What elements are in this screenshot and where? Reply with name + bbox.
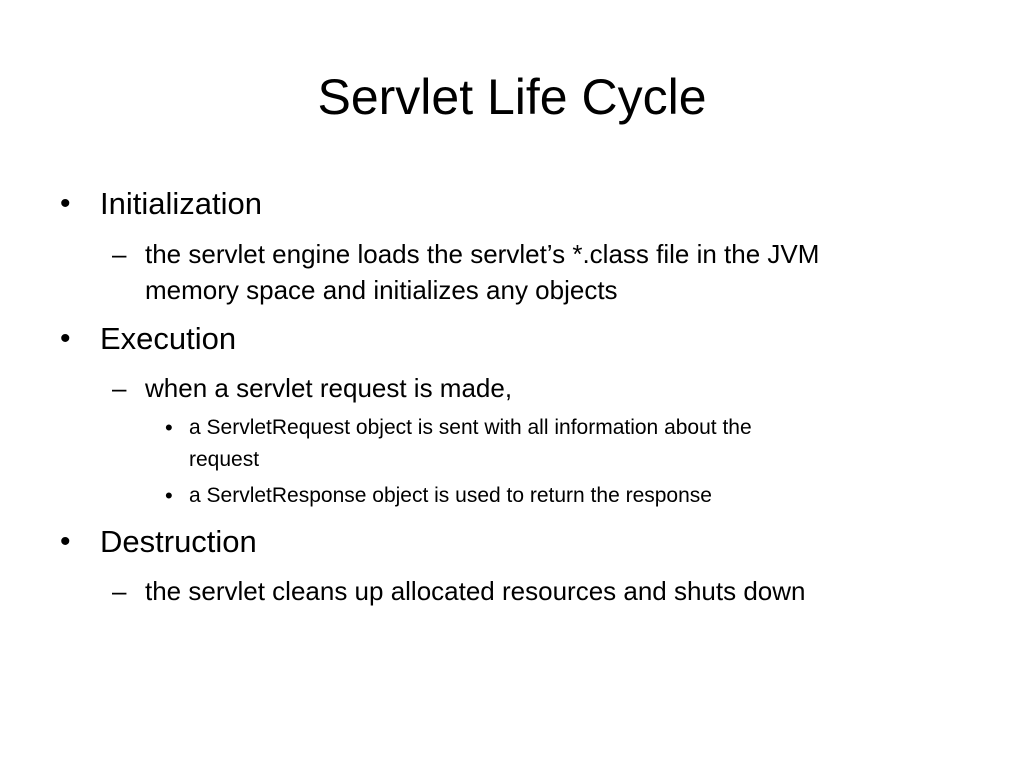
- bullet-marker: •: [165, 483, 173, 508]
- point-servlet-response-text: [189, 480, 959, 512]
- dash-marker: –: [112, 373, 127, 403]
- text-line: the servlet cleans up allocated resources and shuts down: [145, 576, 806, 606]
- sub-bullet-destruction-text: [145, 573, 985, 609]
- bullet-marker: •: [60, 525, 71, 558]
- text-line: a ServletRequest object is sent with all information about the: [189, 416, 752, 439]
- bullet-marker: •: [60, 187, 71, 220]
- sub-bullet-initialization-text: [145, 236, 985, 308]
- text-line: a ServletResponse object is used to return the response: [189, 484, 712, 507]
- sub-bullet-execution-text: [145, 370, 985, 406]
- bullet-execution-label: Execution: [100, 321, 237, 356]
- dash-marker: –: [112, 576, 127, 606]
- point-servlet-request-text: [189, 412, 959, 476]
- text-line: memory space and initializes any objects: [145, 275, 618, 305]
- bullet-destruction-label: Destruction: [100, 524, 257, 559]
- dash-marker: –: [112, 239, 127, 269]
- bullet-marker: •: [165, 415, 173, 440]
- text-line: request: [189, 448, 260, 471]
- slide-title: Servlet Life Cycle: [317, 69, 707, 125]
- bullet-marker: •: [60, 322, 71, 355]
- text-line: when a servlet request is made,: [145, 373, 513, 403]
- bullet-initialization-label: Initialization: [100, 186, 262, 221]
- text-line: the servlet engine loads the servlet’s *.class file in the JVM: [145, 239, 820, 269]
